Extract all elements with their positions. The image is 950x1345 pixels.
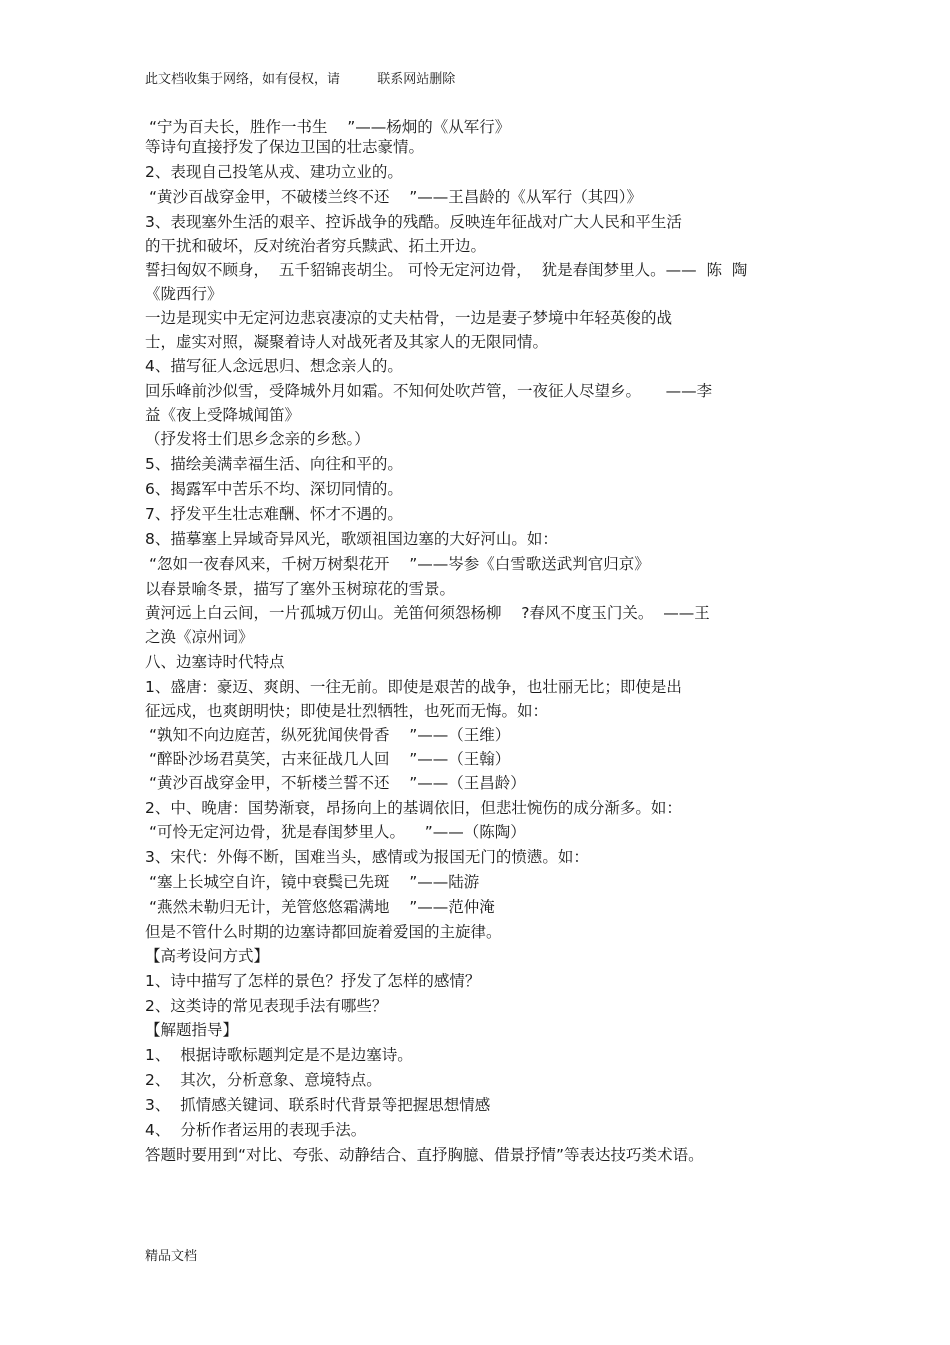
text-line: 誓扫匈奴不顾身， 五千貂锦丧胡尘。 可怜无定河边骨， 犹是春闺梦里人。—— 陈 陶	[145, 261, 748, 279]
text-line: “忽如一夜春风来，千树万树梨花开 ”——岑参《白雪歌送武判官归京》	[149, 555, 650, 573]
text-line: 2、 其次，分析意象、意境特点。	[145, 1071, 382, 1089]
text-line: 征远戍，也爽朗明快；即使是壮烈牺牲，也死而无悔。如：	[145, 702, 549, 720]
text-line: 6、揭露军中苦乐不均、深切同情的。	[145, 480, 403, 498]
text-line: “燕然未勒归无计，羌管悠悠霜满地 ”——范仲淹	[149, 898, 495, 916]
text-line: 1、盛唐：豪迈、爽朗、一往无前。即使是艰苦的战争，也壮丽无比；即使是出	[145, 678, 682, 696]
text-line: 之涣《凉州词》	[145, 628, 254, 646]
text-line: 1、 根据诗歌标题判定是不是边塞诗。	[145, 1046, 413, 1064]
document-body	[145, 117, 810, 1165]
text-line: “黄沙百战穿金甲，不破楼兰终不还 ”——王昌龄的《从军行（其四）》	[149, 188, 643, 206]
text-line: 5、描绘美满幸福生活、向往和平的。	[145, 455, 403, 473]
text-line: “黄沙百战穿金甲，不斩楼兰誓不还 ”——（王昌龄）	[149, 774, 526, 792]
text-line: （抒发将士们思乡念亲的乡愁。）	[145, 430, 370, 448]
text-line: 4、 分析作者运用的表现手法。	[145, 1121, 367, 1139]
text-line: “塞上长城空自许，镜中衰鬓已先斑 ”——陆游	[149, 873, 480, 891]
text-line: 8、描摹塞上异域奇异风光，歌颂祖国边塞的大好河山。如：	[145, 530, 558, 548]
section-heading: 【高考设问方式】	[145, 947, 270, 965]
page-header: 此文档收集于网络，如有侵权，请 联系网站删除	[145, 72, 456, 87]
text-line: “可怜无定河边骨，犹是春闺梦里人。 ”——（陈陶）	[149, 823, 526, 841]
text-line: “醉卧沙场君莫笑，古来征战几人回 ”——（王翰）	[149, 750, 511, 768]
text-line: 4、描写征人念远思归、想念亲人的。	[145, 357, 403, 375]
text-line: 益《夜上受降城闻笛》	[145, 406, 301, 424]
text-line: 1、诗中描写了怎样的景色？抒发了怎样的感情？	[145, 972, 481, 990]
text-line: 黄河远上白云间，一片孤城万仞山。羌笛何须怨杨柳 ?春风不度玉门关。 ——王	[145, 604, 710, 622]
text-line: 3、 抓情感关键词、联系时代背景等把握思想情感	[145, 1096, 491, 1114]
text-line: 《陇西行》	[145, 285, 223, 303]
text-line: 答题时要用到“对比、夸张、动静结合、直抒胸臆、借景抒情”等表达技巧类术语。	[145, 1146, 704, 1164]
text-line: 2、表现自己投笔从戎、建功立业的。	[145, 163, 403, 181]
text-line: 士，虚实对照，凝聚着诗人对战死者及其家人的无限同情。	[145, 333, 549, 351]
text-line: 回乐峰前沙似雪，受降城外月如霜。不知何处吹芦管，一夜征人尽望乡。 ——李	[145, 382, 713, 400]
text-line: 但是不管什么时期的边塞诗都回旋着爱国的主旋律。	[145, 923, 502, 941]
text-line: 2、中、晚唐：国势渐衰，昂扬向上的基调依旧，但悲壮惋伤的成分渐多。如：	[145, 799, 682, 817]
text-line: 3、表现塞外生活的艰辛、控诉战争的残酷。反映连年征战对广大人民和平生活	[145, 213, 682, 231]
section-heading: 【解题指导】	[145, 1021, 239, 1039]
text-line: 等诗句直接抒发了保边卫国的壮志豪情。	[145, 138, 425, 156]
text-line: “孰知不向边庭苦，纵死犹闻侠骨香 ”——（王维）	[149, 726, 511, 744]
text-line: 八、边塞诗时代特点	[145, 653, 285, 671]
text-line: 7、抒发平生壮志难酬、怀才不遇的。	[145, 505, 403, 523]
text-line: 的干扰和破坏，反对统治者穷兵黩武、拓土开边。	[145, 237, 487, 255]
text-line: 3、宋代：外侮不断，国难当头，感情或为报国无门的愤懑。如：	[145, 848, 589, 866]
page-footer: 精品文档	[145, 1249, 198, 1264]
text-line: 以春景喻冬景，描写了塞外玉树琼花的雪景。	[145, 580, 456, 598]
text-line: 一边是现实中无定河边悲哀凄凉的丈夫枯骨，一边是妻子梦境中年轻英俊的战	[145, 309, 673, 327]
text-line: “宁为百夫长，胜作一书生 ”——杨炯的《从军行》	[149, 118, 511, 136]
text-line: 2、这类诗的常见表现手法有哪些？	[145, 997, 388, 1015]
